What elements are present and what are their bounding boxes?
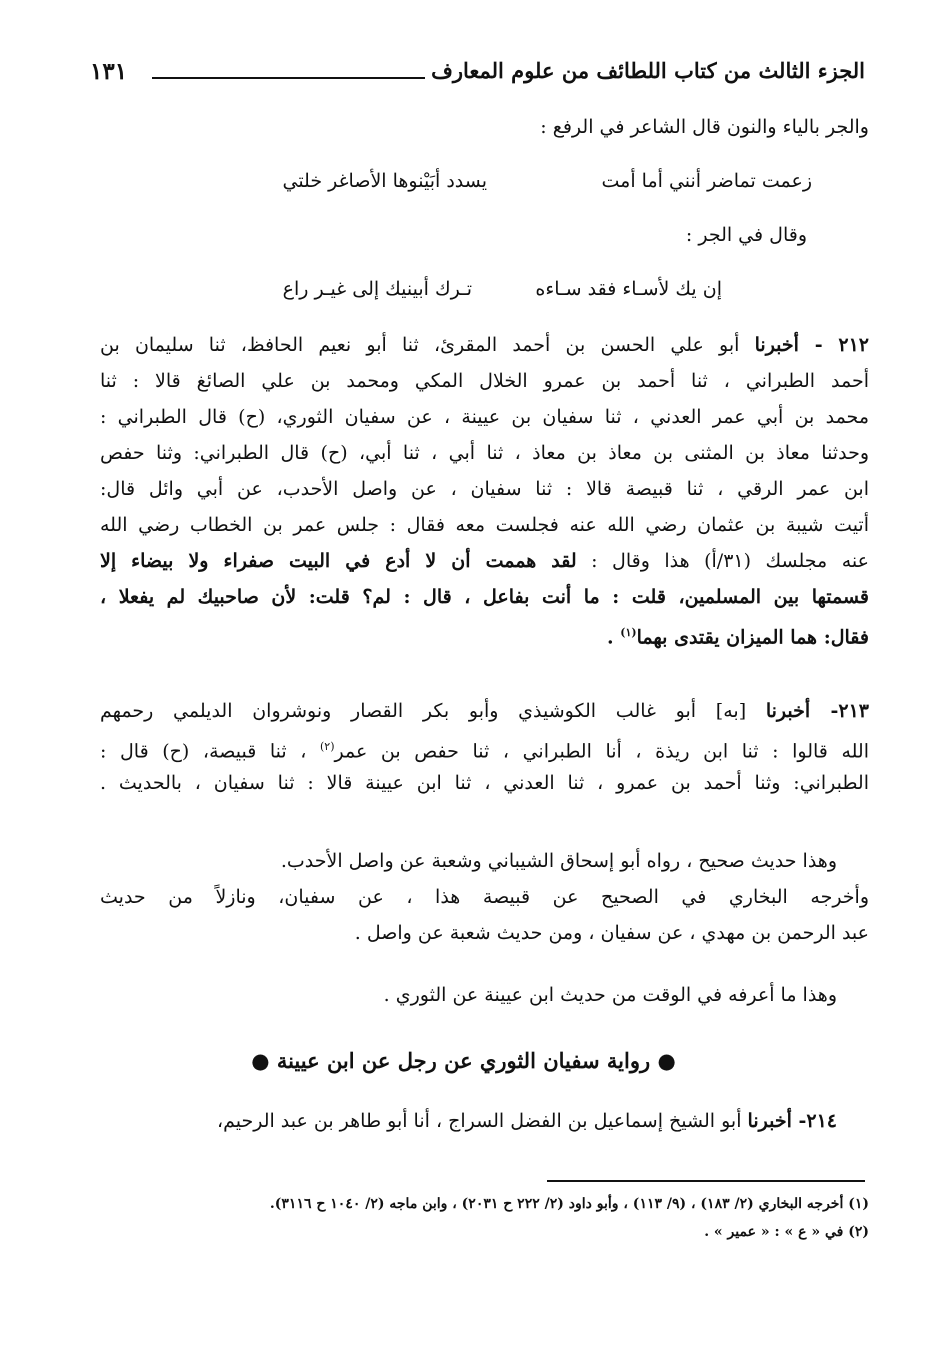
verse-1-first-hemistich: زعمت تماضر أنني أما أمت [601, 170, 812, 192]
p212-line: أحمد الطبراني ، ثنا أحمد بن عمرو الخلال المكي ومحمد بن علي الصائغ قالا : ثنا [100, 370, 869, 392]
p213-line: الطبراني: وثنا أحمد بن عمرو ، ثنا العدني ، ثنا ابن عيينة قالا : ثنا سفيان ، بالحديث . [100, 772, 869, 794]
p213-text-2b: ، ثنا قبيصة، (ح) قال : [100, 740, 320, 763]
p212-text-7a: عنه مجلسك (٣١/أ) هذا وقال : [591, 550, 869, 572]
p212-line: محمد بن أبي عمر العدني ، ثنا سفيان بن عيينة ، عن سفيان الثوري، (ح) قال الطبراني : [100, 406, 869, 428]
verse-2-first-hemistich: إن يك لأسـاء فقد سـاءه [535, 278, 722, 300]
p213-line [100, 696, 869, 726]
p212-line: ابن عمر الرقي ، ثنا قبيصة قالا : ثنا سفيان ، عن واصل الأحدب، عن أبي وائل قال: [100, 478, 869, 500]
footnote-ref-2: (٢) [320, 740, 335, 753]
commentary-line: وهذا ما أعرفه في الوقت من حديث ابن عيينة عن الثوري . [383, 984, 837, 1006]
p212-line: قسمتها بين المسلمين، قلت : ما أنت بفاعل ، قال : لم؟ قلت: لأن صاحبيك لم يفعلا ، [100, 586, 869, 608]
p212-line [100, 546, 869, 576]
commentary-line: وهذا حديث صحيح ، رواه أبو إسحاق الشيباني وشعبة عن واصل الأحدب. [280, 850, 837, 872]
section-heading: ● رواية سفيان الثوري عن رجل عن ابن عيينة ● [251, 1048, 676, 1073]
page-number: ١٣١ [90, 58, 128, 85]
p213-text-1: [به] أبو غالب الكوشيذي وأبو بكر القصار ونوشروان الديلمي رحمهم [100, 700, 747, 722]
commentary-line: عبد الرحمن بن مهدي ، عن سفيان ، ومن حديث شعبة عن واصل . [354, 922, 869, 944]
p212-text-9-end: . [607, 626, 621, 649]
hadith-number-213: ٢١٣- أخبرنا [765, 700, 869, 722]
p212-text-9: فقال: هما الميزان يقتدى بهما [636, 626, 869, 649]
header-rule [152, 77, 425, 79]
verse-2-second-hemistich: تـرك أبينيك إلى غيـر راع [282, 278, 472, 300]
p212-line: أتيت شيبة بن عثمان رضي الله عنه فجلست معه فقال : جلس عمر بن الخطاب رضي الله [100, 514, 869, 536]
footnote-separator [547, 1180, 865, 1182]
header-title: الجزء الثالث من كتاب اللطائف من علوم المعارف [431, 58, 865, 83]
footnote-2: (٢) في « ع » : « عمير » . [704, 1224, 869, 1240]
footnote-1: (١) أخرجه البخاري (٢/ ١٨٣) ، (٩/ ١١٣) ، وأبو داود (٢/ ٢٢٢ ح ٢٠٣١) ، وابن ماجه (٢/ ١٠٤٠ ح ٣١١٦). [269, 1196, 869, 1212]
p213-line [100, 732, 869, 766]
p213-text-2a: الله قالوا : ثنا ابن ريذة ، أنا الطبراني ، ثنا حفص بن عمر [334, 740, 869, 763]
footnote-ref-1: (١) [620, 626, 637, 639]
running-header [90, 58, 865, 98]
p212-line [607, 618, 869, 652]
p214-text-1: أبو الشيخ إسماعيل بن الفضل السراج ، أنا أبو طاهر بن عبد الرحيم، [216, 1110, 742, 1132]
p212-text-1: أبو علي الحسن بن أحمد المقرئ، ثنا أبو نعيم الحافظ، ثنا سليمان بن [100, 334, 740, 356]
paragraph-214 [217, 1106, 837, 1136]
hadith-number-214: ٢١٤- أخبرنا [747, 1110, 837, 1132]
commentary-line: وأخرجه البخاري في الصحيح عن قبيصة هذا ، عن سفيان، ونازلاً من حديث [100, 886, 869, 908]
p212-line [100, 330, 869, 360]
intro-line-2: وقال في الجر : [685, 224, 807, 246]
hadith-number-212: ٢١٢ - أخبرنا [754, 334, 869, 356]
p212-line: وحدثنا معاذ بن المثنى بن معاذ بن معاذ ، ثنا أبي ، ثنا أبي، (ح) قال الطبراني: وثنا حفص [100, 442, 869, 464]
verse-1-second-hemistich: يسدد أبَيْنوها الأصاغر خلتي [282, 170, 487, 192]
p212-quote-7b: لقد هممت أن لا أدع في البيت صفراء ولا بيضاء إلا [100, 550, 577, 572]
intro-line-1: والجر بالياء والنون قال الشاعر في الرفع : [540, 116, 869, 138]
